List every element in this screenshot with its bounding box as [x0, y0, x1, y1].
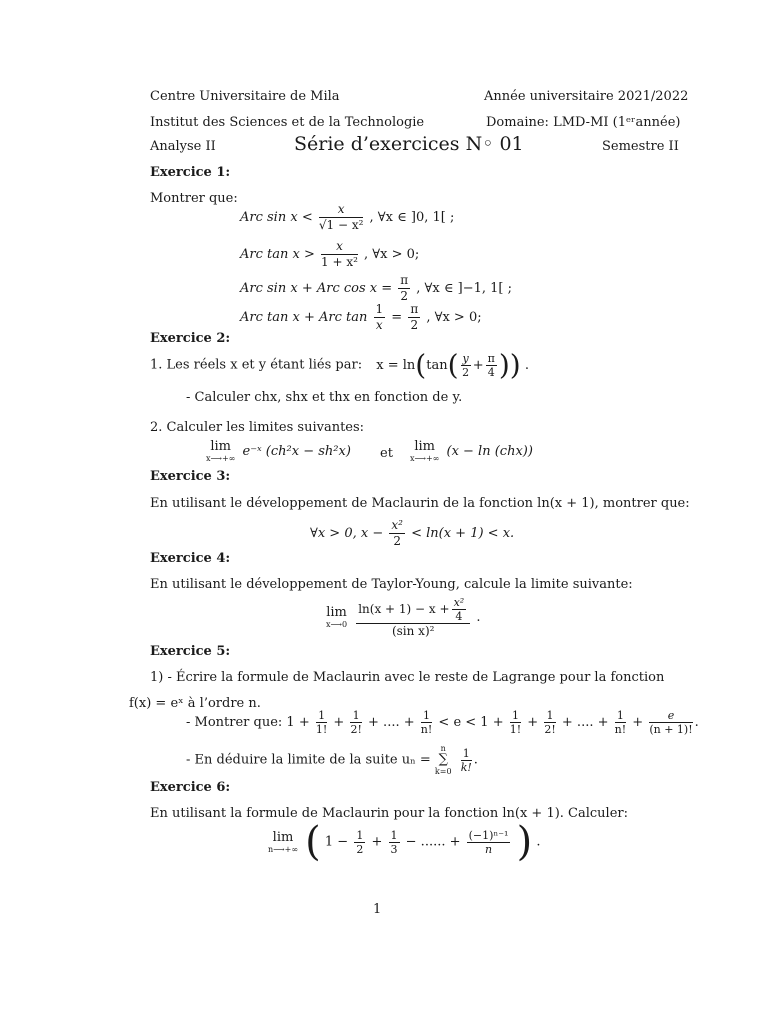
exercise-1-intro: Montrer que:: [150, 191, 238, 206]
ex1-f3-den: 2: [400, 289, 409, 303]
ex3-right: < ln(x + 1) < x.: [411, 526, 515, 541]
ex6-text: En utilisant la formule de Maclaurin pour la fonction ln(x + 1). Calculer:: [150, 806, 629, 821]
ex5-item-1: 1) - Écrire la formule de Maclaurin avec le reste de Lagrange pour la fonction: [150, 670, 665, 685]
semester-label: Semestre II: [602, 139, 679, 154]
ex5-frac-5: $\frac{1}{2!}$: [544, 709, 556, 736]
ex1-f2-left: Arc tan x >: [240, 247, 315, 262]
ex5-frac-2: $\frac{1}{2!}$: [350, 709, 362, 736]
ex6-formula: lim n⟶+∞ ( 1 − $\frac{1}{2}$ + $\frac{1}{3}$ − ...... + $\frac{\text{(−1)ⁿ⁻¹}}{n}$ ) .: [268, 819, 541, 865]
ex1-f2-fraction: [321, 239, 358, 270]
ex2-item1-left: x = ln: [376, 357, 416, 373]
ex6-frac-1: $\frac{1}{2}$: [356, 828, 364, 856]
ex2-lim2-expr: (x − ln (chx)): [446, 444, 533, 459]
ex6-frac-3: $\frac{\text{(−1)ⁿ⁻¹}}{n}$: [468, 828, 509, 856]
ex5-sum-fraction: $\frac{1}{k!}$: [460, 746, 472, 774]
ex2-item1-ynum: y: [462, 351, 469, 365]
ex1-f3-num: π: [400, 273, 409, 287]
ex2-item-1: [150, 348, 530, 381]
ex1-f3-fraction: [398, 273, 410, 304]
ex1-f4-eq: =: [391, 310, 403, 325]
ex6-lim-operator: lim n⟶+∞: [268, 829, 298, 854]
ex1-f4-num: π: [410, 302, 419, 316]
ex5-frac-6: $\frac{1}{n!}$: [614, 709, 627, 736]
ex2-item1-formula: x = ln(tan( $\frac{y}{2}$ + $\frac{\pi}{4}$ )) .: [376, 348, 530, 381]
ex1-f3-left: Arc sin x + Arc cos x =: [240, 281, 393, 296]
ex2-item1-plus: +: [472, 357, 484, 373]
ex2-item1-text: 1. Les réels x et y étant liés par:: [150, 357, 363, 373]
ex4-formula: [326, 596, 480, 639]
exercise-4-heading: Exercice 4:: [150, 551, 231, 566]
ex2-lim2-operator: lim x⟶+∞: [410, 439, 440, 463]
ex1-f1-left: Arc sin x <: [240, 210, 313, 225]
ex4-numerator: ln(x + 1) − x + $\frac{\text{x²}}{4}$: [356, 596, 470, 624]
academic-year: Année universitaire 2021/2022: [484, 89, 689, 104]
ex3-den: 2: [393, 534, 401, 548]
ex2-lim1-operator: lim x⟶+∞: [206, 439, 236, 463]
ex3-formula: [310, 518, 514, 549]
ex4-denominator: (sin x)²: [391, 624, 435, 638]
ex3-num: x²: [391, 518, 403, 532]
ex1-formula-1: [240, 202, 454, 233]
institution-name: Centre Universitaire de Mila: [150, 89, 340, 104]
ex4-main-fraction: [356, 596, 470, 639]
ex4-inner-fraction: $\frac{\text{x²}}{4}$: [453, 596, 465, 623]
ex4-dot: .: [476, 610, 481, 625]
ex2-item1-yfrac: [461, 352, 471, 379]
exercise-3-heading: Exercice 3:: [150, 469, 231, 484]
domain-label: Domaine: LMD-MI (1ᵉʳannée): [486, 115, 681, 130]
ex1-f1-num: x: [319, 202, 364, 218]
ex4-lim-operator: lim x⟶0: [326, 605, 348, 629]
ex2-lim1-expr: e⁻ˣ (ch²x − sh²x): [242, 444, 351, 459]
ex2-item1-piden: 4: [487, 365, 495, 379]
ex1-formula-2: [240, 239, 419, 270]
ex2-item1-pinum: π: [487, 351, 495, 365]
ex5-show-label: - Montrer que: 1 +: [186, 715, 310, 730]
ex1-f2-den: 1 + x²: [321, 255, 358, 269]
exercise-6-heading: Exercice 6:: [150, 780, 231, 795]
ex6-left: 1 −: [324, 834, 349, 850]
ex2-item1-dot: .: [524, 357, 530, 373]
ex5-deduce-text: - En déduire la limite de la suite uₙ =: [186, 752, 431, 768]
course-name: Analyse II: [150, 139, 216, 154]
ex1-f4-cond: , ∀x > 0;: [426, 310, 482, 325]
ex5-deduce: - En déduire la limite de la suite uₙ = n ∑ k=0 $\frac{1}{k!}$ .: [186, 744, 478, 776]
ex6-frac-2: $\frac{1}{3}$: [390, 828, 398, 856]
ex5-sum-operator: n ∑ k=0: [434, 744, 452, 776]
ex3-fraction: [389, 518, 405, 549]
ex2-limit-1: [206, 440, 351, 463]
ex1-f2-cond: , ∀x > 0;: [364, 247, 420, 262]
ex1-f4-fraction: [408, 302, 420, 333]
ex1-f1-fraction: [319, 202, 364, 233]
ex5-frac-1: $\frac{1}{1!}$: [315, 709, 328, 736]
ex1-f4-den: 2: [410, 318, 419, 332]
exercise-2-heading: Exercice 2:: [150, 331, 231, 346]
sheet-title: Série d’exercices N◦ 01: [294, 133, 524, 155]
ex1-f3-cond: , ∀x ∈ ]−1, 1[ ;: [416, 281, 512, 296]
institute-name: Institut des Sciences et de la Technologie: [150, 115, 425, 130]
exercise-5-heading: Exercice 5:: [150, 644, 231, 659]
ex1-f4-left: Arc tan x + Arc tan: [240, 310, 368, 325]
ex2-item1-yden: 2: [462, 365, 470, 379]
ex1-formula-3: [240, 273, 512, 304]
ex3-text: En utilisant le développement de Maclaurin de la fonction ln(x + 1), montrer que:: [150, 496, 690, 511]
ex2-item1-sub: - Calculer chx, shx et thx en fonction de y.: [186, 390, 463, 405]
ex1-formula-4: [240, 302, 482, 333]
ex5-frac-4: $\frac{1}{1!}$: [509, 709, 522, 736]
ex2-and: et: [380, 446, 393, 461]
exercise-1-heading: Exercice 1:: [150, 165, 231, 180]
ex4-text: En utilisant le développement de Taylor-Young, calcule la limite suivante:: [150, 577, 633, 592]
ex5-frac-7: $\frac{e}{(n + 1)!}$: [649, 709, 693, 736]
ex1-f1-cond: , ∀x ∈ ]0, 1[ ;: [369, 210, 455, 225]
page-number: 1: [373, 902, 382, 917]
ex2-item1-tan: tan: [426, 357, 448, 373]
ex5-inequality: - Montrer que: 1 + $\frac{1}{1!}$ + $\frac{1}{2!}$ + .... + $\frac{1}{n!}$ < e < 1 + $\frac{1}{1!}$ + $\frac{1}{2!}$ + .... + $\frac{1}{n!}$ + $\frac{e}{(n + 1)!}$ .: [186, 709, 699, 736]
ex2-limit-2: [410, 440, 533, 463]
ex2-item-2: 2. Calculer les limites suivantes:: [150, 420, 365, 435]
ex1-f1-den: √1 − x²: [318, 218, 364, 232]
ex1-f2-num: x: [321, 239, 358, 255]
ex1-f4-inner-fraction: [374, 302, 386, 333]
ex3-left: ∀x > 0, x −: [310, 526, 384, 541]
ex5-item-1-cont: f(x) = eˣ à l’ordre n.: [129, 696, 261, 711]
ex5-frac-3: $\frac{1}{n!}$: [420, 709, 433, 736]
ex1-f4-fnum: 1: [375, 302, 384, 316]
ex1-f4-fden: x: [375, 318, 383, 332]
ex2-item1-pifrac: [486, 352, 497, 379]
